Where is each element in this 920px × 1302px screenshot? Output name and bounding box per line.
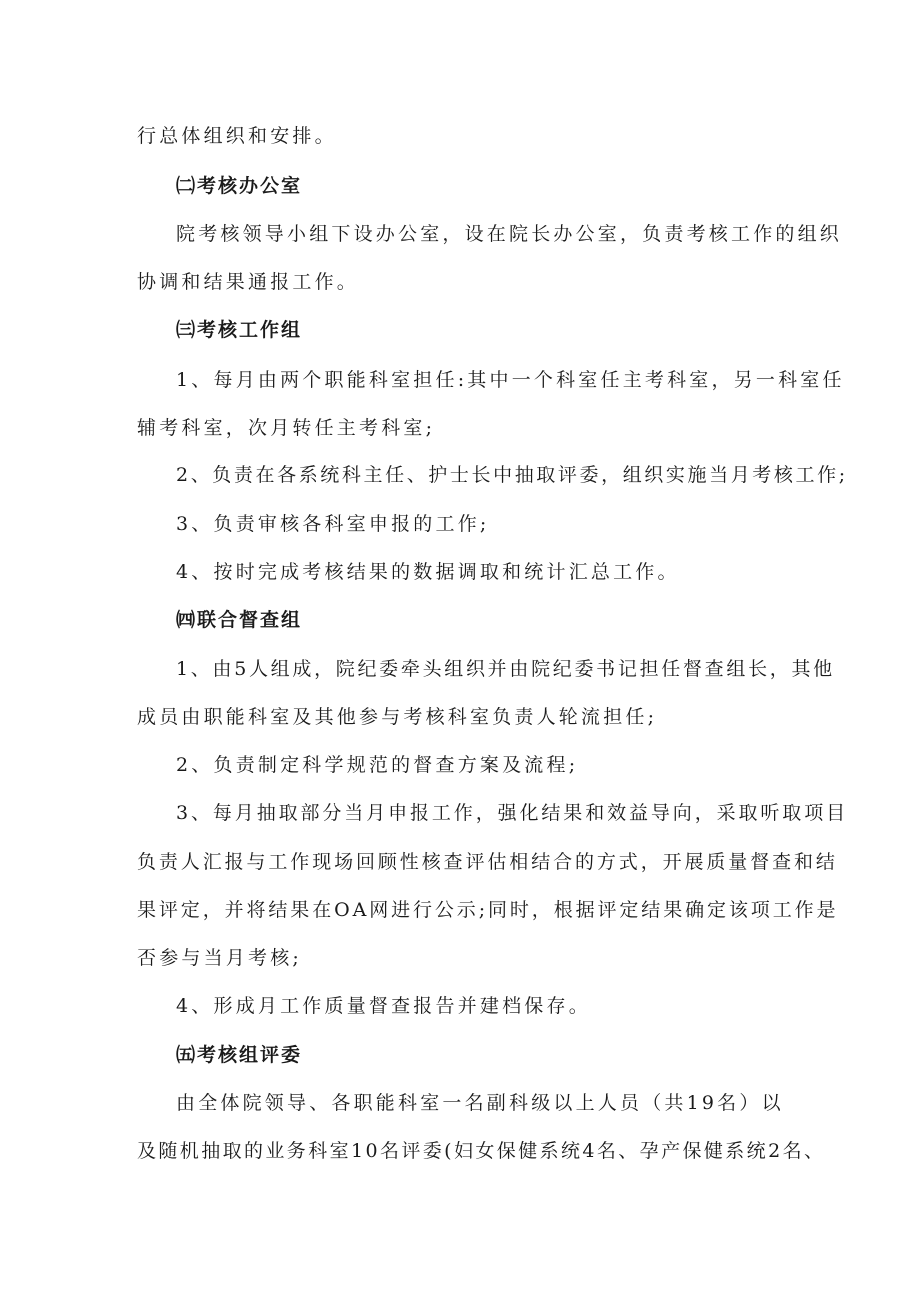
list-item-line: 1、由5人组成，院纪委牵头组织并由院纪委书记担任督查组长，其他 <box>176 658 835 680</box>
section-heading-office: ㈡考核办公室 <box>176 175 303 197</box>
list-item-line: 1、每月由两个职能科室担任:其中一个科室任主考科室，另一科室任 <box>176 369 845 391</box>
list-item-line: 3、每月抽取部分当月申报工作，强化结果和效益导向，采取听取项目 <box>176 802 848 824</box>
section-heading-judges: ㈤考核组评委 <box>176 1044 303 1066</box>
paragraph-line: 协调和结果通报工作。 <box>137 271 360 293</box>
section-heading-workgroup: ㈢考核工作组 <box>176 319 303 341</box>
paragraph-line: 行总体组织和安排。 <box>137 125 337 147</box>
paragraph-line: 院考核领导小组下设办公室，设在院长办公室，负责考核工作的组织 <box>176 223 843 245</box>
list-item-line: 成员由职能科室及其他参与考核科室负责人轮流担任; <box>137 706 658 728</box>
list-item-line: 2、负责在各系统科主任、护士长中抽取评委，组织实施当月考核工作; <box>176 464 848 486</box>
list-item-line: 3、负责审核各科室申报的工作; <box>176 513 490 535</box>
list-item-line: 4、按时完成考核结果的数据调取和统计汇总工作。 <box>176 561 680 583</box>
paragraph-line: 由全体院领导、各职能科室一名副科级以上人员（共19名）以 <box>176 1092 784 1114</box>
paragraph-line: 及随机抽取的业务科室10名评委(妇女保健系统4名、孕产保健系统2名、 <box>137 1140 826 1162</box>
list-item-line: 2、负责制定科学规范的督查方案及流程; <box>176 754 579 776</box>
list-item-line: 4、形成月工作质量督查报告并建档保存。 <box>176 995 591 1017</box>
list-item-line: 负责人汇报与工作现场回顾性核查评估相结合的方式，开展质量督查和结 <box>137 851 838 873</box>
section-heading-supervision: ㈣联合督查组 <box>176 609 303 631</box>
list-item-line: 否参与当月考核; <box>137 947 303 969</box>
list-item-line: 果评定，并将结果在OA网进行公示;同时，根据评定结果确定该项工作是 <box>137 899 839 921</box>
list-item-line: 辅考科室，次月转任主考科室; <box>137 417 436 439</box>
